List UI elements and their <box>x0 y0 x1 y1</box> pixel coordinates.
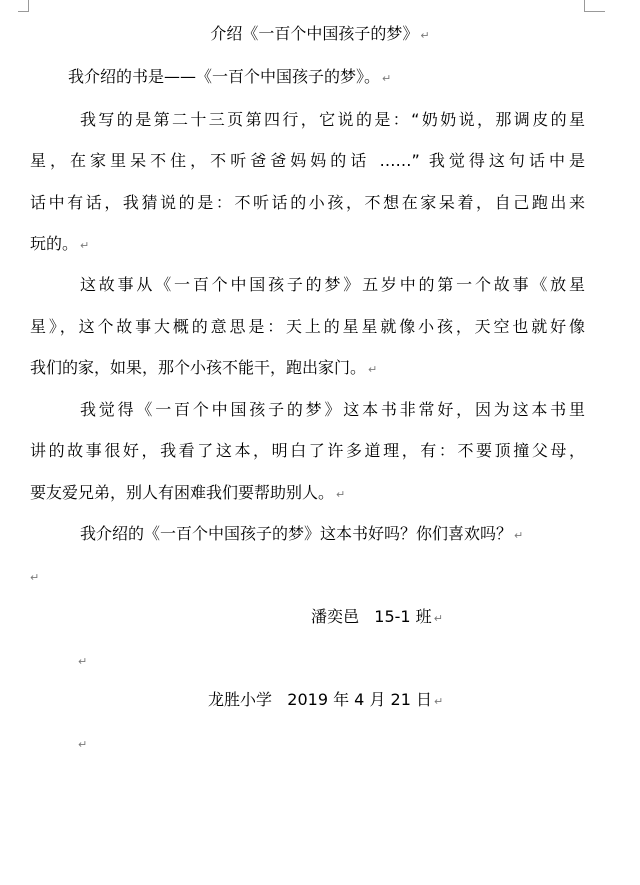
para4-line3[interactable] <box>30 483 345 505</box>
page-corner-mark-right <box>584 0 605 12</box>
paragraph-5[interactable] <box>80 524 523 546</box>
paragraph-mark-icon: ↵ <box>433 612 443 625</box>
footer-date: 2019 年 4 月 21 日 <box>287 690 432 709</box>
paragraph-mark-icon: ↵ <box>78 738 88 751</box>
para3-line1[interactable]: 这故事从《一百个中国孩子的梦》五岁中的第一个故事《放星 <box>80 275 585 294</box>
footer-school: 龙胜小学 <box>208 690 273 709</box>
para3-line2[interactable]: 星》，这个故事大概的意思是：天上的星星就像小孩，天空也就好像 <box>30 317 585 336</box>
para3-line3[interactable] <box>30 358 377 380</box>
paragraph-mark-icon: ↵ <box>30 571 40 584</box>
page-corner-mark-left <box>18 0 29 12</box>
paragraph-mark-icon: ↵ <box>78 655 88 668</box>
paragraph-mark-icon: ↵ <box>514 529 524 542</box>
title-text: 介绍《一百个中国孩子的梦》 <box>210 24 419 43</box>
paragraph-mark-icon: ↵ <box>80 239 90 252</box>
empty-paragraph-3[interactable] <box>76 733 87 755</box>
empty-paragraph-2[interactable] <box>76 650 87 672</box>
para2-line4-text: 玩的。 <box>30 234 79 253</box>
paragraph-mark-icon: ↵ <box>433 695 444 708</box>
signature-name: 潘奕邑 <box>311 607 360 626</box>
document-title[interactable] <box>0 24 640 46</box>
para4-line1[interactable]: 我觉得《一百个中国孩子的梦》这本书非常好，因为这本书里 <box>80 400 585 419</box>
signature-class: 15-1 班 <box>374 607 432 626</box>
paragraph-mark-icon: ↵ <box>336 488 346 501</box>
paragraph-1[interactable] <box>68 67 391 89</box>
para3-line3-text: 我们的家，如果，那个小孩不能干，跑出家门。 <box>30 358 367 377</box>
paragraph-mark-icon: ↵ <box>420 29 430 42</box>
para4-line2[interactable]: 讲的故事很好，我看了这本，明白了许多道理，有：不要顶撞父母， <box>30 441 585 460</box>
para2-line1[interactable]: 我写的是第二十三页第四行，它说的是：“奶奶说，那调皮的星 <box>80 110 585 129</box>
para2-line4[interactable] <box>30 234 89 256</box>
para4-line3-text: 要友爱兄弟，别人有困难我们要帮助别人。 <box>30 483 335 502</box>
para5-text: 我介绍的《一百个中国孩子的梦》这本书好吗？你们喜欢吗？ <box>80 524 513 543</box>
para1-text: 我介绍的书是——《一百个中国孩子的梦》。 <box>68 67 381 86</box>
footer-line[interactable] <box>208 690 443 712</box>
paragraph-mark-icon: ↵ <box>368 363 378 376</box>
para2-line3[interactable]: 话中有话，我猜说的是：不听话的小孩，不想在家呆着，自己跑出来 <box>30 193 585 212</box>
para2-line2[interactable]: 星，在家里呆不住，不听爸爸妈妈的话 ……” 我觉得这句话中是 <box>30 151 585 170</box>
empty-paragraph-1[interactable] <box>28 566 39 588</box>
signature-line[interactable] <box>311 607 443 629</box>
paragraph-mark-icon: ↵ <box>382 72 392 85</box>
